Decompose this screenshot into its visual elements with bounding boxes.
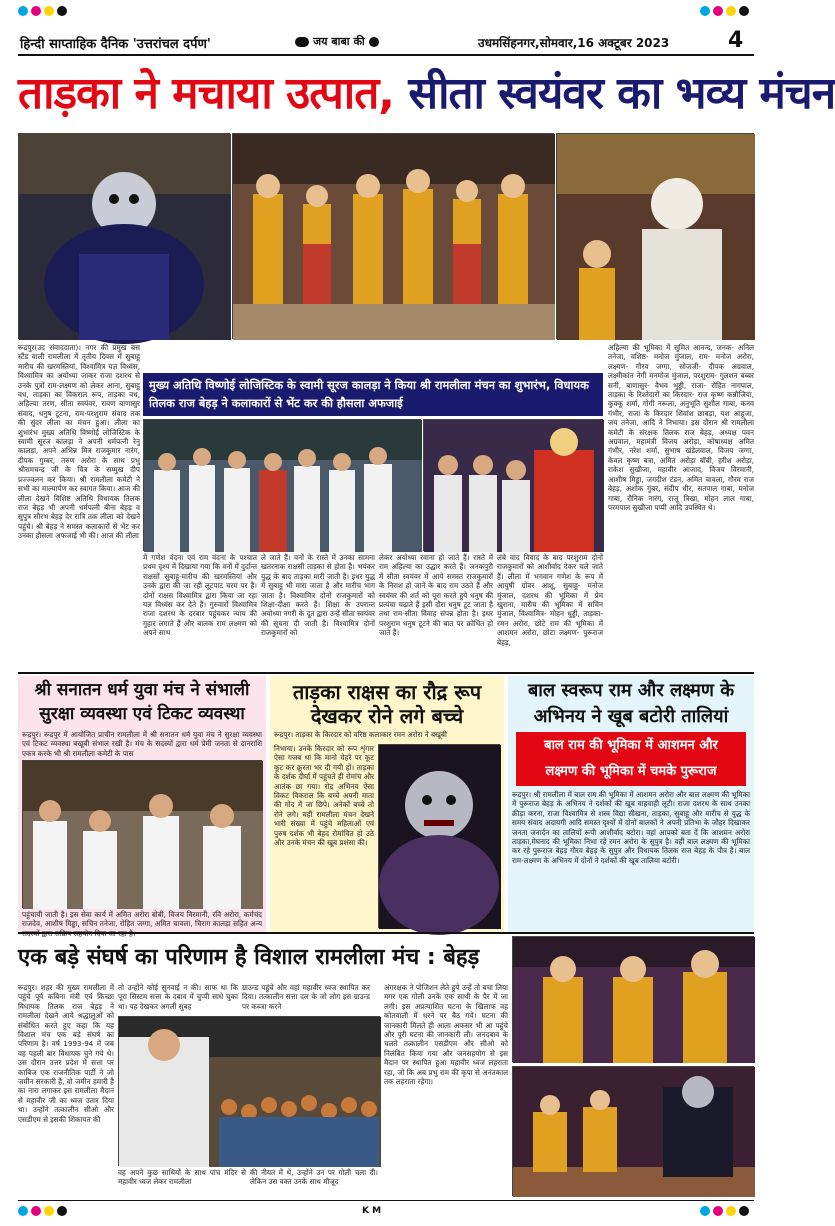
photo-tadka-actor bbox=[18, 133, 230, 339]
story-right-sub-2: लक्ष्मण की भूमिका में चमके पुरूराज bbox=[545, 764, 717, 779]
masthead-paper-name: हिन्दी साप्ताहिक दैनिक 'उत्तरांचल दर्पण' bbox=[20, 37, 211, 52]
color-registration-dots bbox=[18, 1206, 67, 1216]
story-left-intro: रूद्रपुर। रूद्रपुर में आयोजित प्राचीन रामलीला में श्री सनातन धर्म युवा मंच ने सुरक्षा व्यवस्था एवं टिकट व्यवस्था बखूबी संभाल रखी है। मंच के सदस्यों द्वारा धर्म प्रेमी जनता से दानराशि एकत्र करके भी श्री रामलीला कमेटी के पास bbox=[22, 730, 262, 758]
section-rule bbox=[18, 672, 754, 674]
masthead-rule bbox=[18, 54, 754, 56]
story-center-headline-2: देखकर रोने लगे बच्चे bbox=[310, 704, 464, 728]
article-cast-list: अहिल्या की भूमिका में सुमित आनन्द, जनक- अनिल तनेजा, वशिष्ठ- मनोज मुंजाल, राम- मनोज अरोरा, लक्ष्मण- गौरव जग्गा, सोजजी- दीपक अग्रवाल, लक्ष्मीकांत नेगी मनमोज मुंजाल, परशुराम- गुलशन बब्बर सनी, बाणासुर- वैभव भुड्डी, राजा- रोहित नागपाल, ताड़का के रिश्तेदारों का किरदार- राज कृष्ण कन्नौजिया, कुक्कू शर्मा, गोगी नरूला, अनुभूति सुशील गाबा, कनव गंभीर, राजा के किरदार शिवांश छाबड़ा, यश आहूजा, जय तनेजा, आदि ने निभाया। इस दौरान श्री रामलीला कमेटी के संरक्षक तिलक राज बेहड़, अध्यक्ष पवन अग्रवाल, महामंत्री विजय अरोड़ा, कोषाध्यक्ष अमित गंभीर, नरेश शर्मा, सुभाष खंडेलवाल, विजय जग्गा, केवल कृष्ण बत्रा, अमित अरोड़ा बॉबी, हरीश अरोड़ा, राकेश सुखीजा, महावीर आजाद, विजय विरमानी, आशीष मिड्ढा, जगदीश टंडन, अमित चावला, गौरव राज बेहड़, अशोक गुंबर, संदीप धीर, सतपाल गाबा, मनोज गाबा, रौनिक नारंग, राजू त्रिखा, मोहन लाल गाबा, परमपाल सुखीजा पप्पी आदि उपस्थित थे। bbox=[608, 343, 754, 512]
footer-rule bbox=[18, 1200, 754, 1201]
photo-tadka-closeup bbox=[378, 744, 500, 928]
om-icon bbox=[369, 37, 379, 47]
main-headline bbox=[18, 60, 835, 128]
article-column-3: लेकर अयोध्या रवाना हो जाते हैं। रास्ते में राम अहिल्या का उद्धार करते हैं। जनकपुरी में सीता स्वयंवर में आये समस्त राजकुमारों के निराश हो जाने के बाद राम उठते हैं और स्वयंवर की शर्त को पूरा करते हुये धनुष की प्रत्यंचा चढ़ाते हैं इसी दौरा धनुष टूट जाता है तथा राम-सीता विवाह संपन्न होता है। इधर परशुराम धनुष टूटने की बात पर क्रोधित हो जाते हैं। bbox=[379, 553, 493, 638]
photo-child-ram-lakshman bbox=[512, 936, 754, 1062]
om-icon bbox=[295, 37, 309, 47]
color-registration-dots bbox=[700, 6, 749, 16]
story-right-body: रूद्रपुर। श्री रामलीला में बाल राम की भूमिका में आशमन अरोरा और बाल लक्ष्मण की भूमिका में पुरूराज बेहड़ के अभिनय ने दर्शकों की खूब वाहवाही लूटी। राजा दशरथ के साथ उनका क्रीड़ा करना, राजा विश्वामित्र से शस्त्र विद्या सीखना, ताड़का, सुबाहु और मारीच से युद्ध के समय संवाद अदायगी आदि समस्त दृश्यों में दोनों बालकों ने अपनी प्रतिभा के जौहर दिखाकर जनता जनार्दन का तालियों रूपी आशीर्वाद बटोरा। वहां आपको बता दें कि आशमन अरोरा ताड़का,मेघनाद की भूमिका निभा रहे रमन अरोरा के सुपुत्र है। वहीं बाल लक्ष्मण की भूमिका कर रहे पुरूराज बेहड़ गौरव बेहड़ के सुपुत्र और विधायक तिलक राज बेहड़ के पौत्र है। बाल राम-लक्ष्मण के अभिनय में दोनों ने दर्शकों की खूब तालिया बटोरी। bbox=[512, 790, 750, 865]
photo-tadka-fight bbox=[512, 1066, 754, 1196]
masthead-date: उधमसिंहनगर,सोमवार,16 अक्टूबर 2023 bbox=[478, 36, 670, 50]
section-rule bbox=[18, 932, 754, 934]
story-right-sub-1: बाल राम की भूमिका में आशमन और bbox=[544, 738, 718, 753]
story-center-intro: रूद्रपुर। ताड़का के किरदार को वरिष्ठ कलाकार रमन अरोरा ने बखूबी bbox=[274, 730, 447, 739]
page-number: 4 bbox=[728, 28, 744, 53]
bottom-story-col-4: अंगरक्षक ने पोजिशन लेते हुये उन्हें तो बचा लिया मगर एक गोली उनके एक साथी के पैर में जा लगी। इस अप्रत्याशित घटना के खिलाफ वह कोतवाली में धरने पर बैठ गये। घटना की जानकारी मिलते ही आला अफसर भी आ पहुंचे और पूरी घटना की जानकारी ली। जनदबाव के चलते तत्कालीन एसडीएम और सीओ को निलंबित किया गया और जनसहयोग से इस मैदान पर स्थापित हुआ महावीर ध्वज लहराता रहा, जो कि अब प्रभु राम की कृपा से अनंतकाल तक लहराता रहेगा। bbox=[384, 983, 508, 1087]
photo-volunteers bbox=[22, 760, 262, 908]
article-column-1: में गणेश वंदना एवं राम वंदना के पश्चात प्रथम दृश्य में दिखाया गया कि वनों में दुर्दान्त राक्षसों सुबाहु-मारीच की खरमस्तियां और उनके द्वारा की जा रही लूटपाट चरम पर है। दोनों राक्षस विश्वामित्र द्वारा किया जा रहा यज्ञ विध्वंस कर देते हैं। गुरुवारों विश्वामित्र राजा दशरथ के दरबार पहुंचकर न्याय की गुहार लगाते हैं और बालक राम लक्ष्मण को अपने साथ bbox=[143, 553, 257, 638]
story-left-body: पहुंचायी जाती है। इस सेवा कार्य में अमित अरोरा बोबी, विजय विरमानी, रवि अरोरा, कर्मचंद राजदेव, आशीष मिड्ढा, सचिन तनेजा, रोहित जग्गा, अमित चावला, चिराग कालड़ा सहित अन्य bbox=[22, 910, 262, 929]
bottom-story-col-3b: की नीयत में थे, उन्होंने उन पर गोली चला दी। लेकिन उस वक्त उनके साथ मौजूद bbox=[250, 1168, 378, 1187]
main-headline-part2: सीता स्वयंवर का भव्य मंचन bbox=[408, 68, 835, 119]
bottom-story-col-2: तो उन्होंने कोई सुनवाई न की। साफ था कि पूरा सिस्टम सत्ता के दबाव में चुप्पी साधे चुका था। यह देखकर अगली सुबह bbox=[118, 983, 238, 1011]
photo-felicitation bbox=[143, 419, 421, 551]
bottom-story-col-1: रूद्रपुर। शहर की मुख्य रामलीला में पहुंचे पूर्व कबिना मंत्री एवं किच्छा विधायक तिलक राज बेहड़ ने रामलीला देखने आये श्रद्धालुओं को संबोधित करते हुए कहा कि यह विशाल मंच एक बड़े संघर्ष का परिणाम है। वर्ष 1993-94 में जब वह पहली बार विधायक चुने गये थे। उस दौरान उत्तर प्रदेश में सत्ता पर काबिज एक राजनीतिक पार्टी ने जो जमीन सरकारी है, वो जमीन हमारी है का नारा लगाकर इस रामलीला मैदान से महावीर जी का ध्वज उतार दिया था। उन्होंने तत्कालीन सीओ और एसडीएम से इसकी शिकायत की bbox=[18, 983, 114, 1124]
bottom-story-col-2b: वह अपने कुछ साथियों के साथ पांच मंदिर से महावीर ध्वज लेकर रामलीला bbox=[118, 1168, 246, 1187]
main-headline-part1: ताड़का ने मचाया उत्पात, bbox=[18, 68, 394, 119]
bottom-story-headline: एक बड़े संघर्ष का परिणाम है विशाल रामलीला मंच : बेहड़ bbox=[18, 945, 480, 970]
article-column-2: ले जाते हैं। वनों के रास्ते में उनका सामना खतरनाक राक्षसी ताड़का से होता है। भयंकर युद्ध के बाद ताड़का मारी जाती है। इधर युद्ध में सुबाहु भी मारा जाता है और मारीच भाग जाता है। विश्वामित्र दोनों राजकुमारों को शिक्षा-दीक्षा करते हैं। शिक्षा के उपरान्त अयोध्या नगरी के दूत द्वारा उन्हें सीता स्वयंवर की सूचना दी जाती है। विश्वामित्र दोनों राजकुमारों को bbox=[261, 553, 375, 638]
story-center-body: निभाया। उनके किरदार को रूप शृंगार ऐसा गजब था कि मानो चेहरे पर कूट कूट कर क्रूरता भर दी गयी हो। ताड़का के दर्शक दीर्घा में पहुंचते ही रोमांच और आतंक छा गया। रोद्र अभिनय ऐसा विकट विकराल कि बच्चे अपनी माता की गोद में जा छिपे। अनेकों बच्चे तो रोने लगे। वहीं रामलीला मंचन देखने भारी संख्या में पहुंचे महिलाओं एवं पुरुष दर्शक भी बेहद रोमांचित हो उठे और उनके मंचन की खूब प्रशंसा की। bbox=[274, 744, 374, 848]
footer-mark: K M bbox=[362, 1206, 382, 1216]
masthead-center bbox=[295, 34, 379, 49]
story-right-subheadline-box bbox=[516, 732, 746, 786]
photo-stage-cast bbox=[232, 133, 554, 339]
subheadline-banner: मुख्य अतिथि विष्णोई लोजिस्टिक के स्वामी सूरज कालड़ा ने किया श्री रामलीला मंचन का शुभारंभ, विधायक तिलक राज बेहड़ ने कलाकारों से भेंट कर की हौसला अफजाई bbox=[143, 373, 603, 416]
article-column-4: लंबे वाद विवाद के बाद परशुराम दोनों राजकुमारों को आशीर्वाद देकर चले जाते हैं। लीला में भगवान गणेश के रूप में आयुषी ग्रोवर आशू, सुबाहु- मनोज मुंजाल, दशरथ की भूमिका में प्रेम खुराना, मारीच की भूमिका में सचिन मुंजाल, विश्वामित्र- मोहन धुड्डी, ताड़का- रमन अरोरा, छोटे राम की भूमिका में आशमन अरोरा, छोटा लक्ष्मण- पुरूराज बेहड़, bbox=[497, 553, 603, 647]
story-left-headline: श्री सनातन धर्म युवा मंच ने संभाली सुरक्षा व्यवस्था एवं टिकट व्यवस्था bbox=[34, 680, 250, 724]
photo-behad-speech bbox=[118, 1016, 380, 1166]
story-right-headline: बाल स्वरूप राम और लक्ष्मण के अभिनय ने खूब बटोरी तालियां bbox=[527, 680, 735, 727]
story-center-headline-1: ताड़का राक्षस का रौद्र रूप bbox=[292, 680, 482, 704]
color-registration-dots bbox=[700, 1206, 749, 1216]
color-registration-dots bbox=[18, 6, 67, 16]
bottom-story-col-3: ग्राउन्ड पहुंचे और वहां महावीर ध्वज स्थापित कर दिया। तत्कालीन सत्ता दल के जो लोग इस ग्राउन्ड पर कब्जा करने bbox=[242, 983, 370, 1011]
article-intro-column: रूद्रपुर(उद संवाददाता)। नगर की प्रमुख बस स्टैंड वाली रामलीला में तृतीय दिवस में सुबाहु मारीच की खरमस्तियां, विश्वामित्र यज्ञ विध्वंस, विश्वामित्र का अयोध्या जाकर राजा दशरथ से उनके पुत्रों राम-लक्ष्मण को लेकर आना, सुबाहु वध, ताड़का का विकराल रूप, ताड़का वध, अहिल्या तरण, सीता स्वयंवर, रावण बाणासुर संवाद, धनुष टूटना, राम-परशुराम संवाद तक की सुंदर लीला का मंचन हुआ। लीला का शुभारंभ मुख्य अतिथि विष्णोई लोजिस्टिक के स्वामी सूरज कालड़ा ने अपनी धर्मपत्नी रेनु कालड़ा, अपने अभिन्न मित्र राजकुमार नारंग, दीपक गुम्बर, तरुण अरोरा के साथ प्रभु श्रीरामचन्द्र जी के चित्र के सम्मुख दीप प्रज्ज्वलन कर किया। श्री रामलीला कमेटी ने सभी का माल्यार्पण कर स्वागत किया। आज की लीला देखने विशिष्ट अतिथि विधायक तिलक राज बेहड़ भी अपनी धर्मपत्नी बीना बेहड़ व सुपुत्र सौरभ बेहड़ देर रात्रि तक लीला को देखने पहुंचे। श्री बेहड़ ने समस्त कलाकारों से भेंट कर उनका हौसला अफजाई भी की। आज की लीला bbox=[18, 343, 140, 541]
photo-actors-group bbox=[423, 419, 603, 551]
photo-sages bbox=[556, 133, 754, 339]
masthead-center-text: जय बाबा की bbox=[313, 35, 365, 48]
